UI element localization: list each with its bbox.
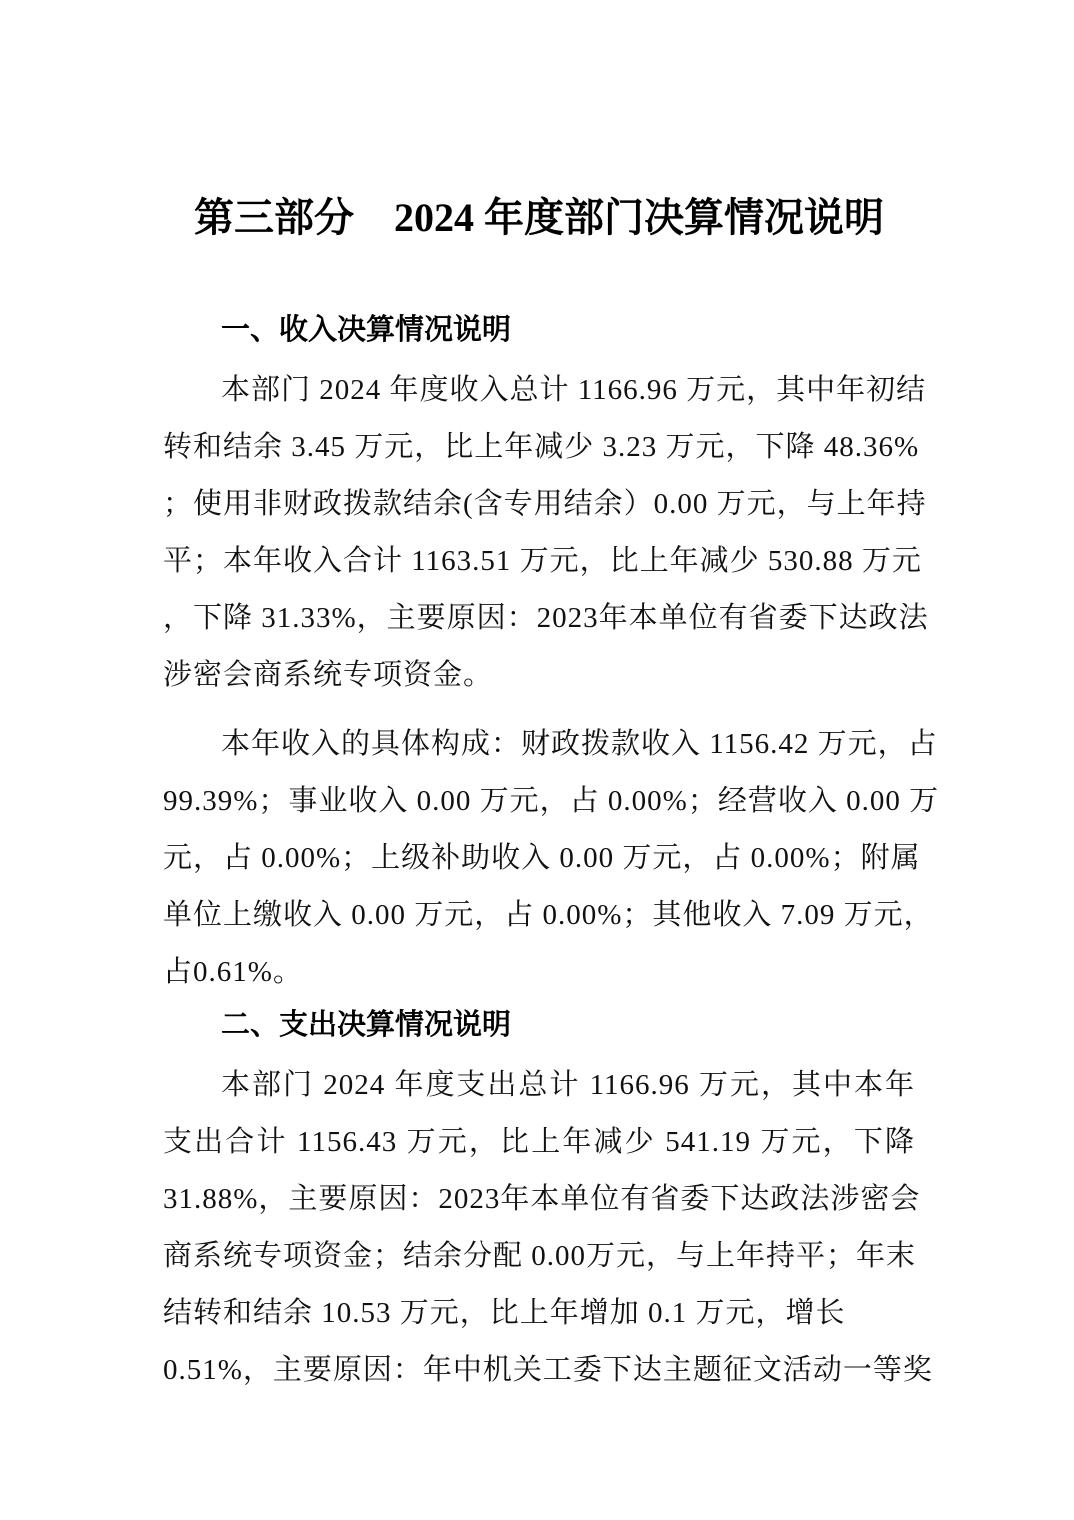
- paragraph-line: 商系统专项资金；结余分配 0.00万元，与上年持平；年末: [163, 1240, 917, 1272]
- document-content: [163, 0, 940, 1399]
- paragraph-line: 支出合计 1156.43 万元，比上年减少 541.19 万元，下降: [163, 1126, 915, 1158]
- paragraph-line: 平；本年收入合计 1163.51 万元，比上年减少 530.88 万元: [163, 545, 922, 577]
- document-title: 第三部分 2024 年度部门决算情况说明: [194, 195, 884, 240]
- section-expenditure-heading: 二、支出决算情况说明: [221, 1009, 512, 1041]
- paragraph-line: 本部门 2024 年度支出总计 1166.96 万元，其中本年: [221, 1069, 915, 1101]
- paragraph-line: 31.88%，主要原因：2023年本单位有省委下达政法涉密会: [163, 1183, 921, 1215]
- paragraph-line: 99.39%；事业收入 0.00 万元，占 0.00%；经营收入 0.00 万: [163, 785, 940, 817]
- expenditure-paragraph-1: [163, 1057, 933, 1399]
- paragraph-line: ，下降 31.33%，主要原因：2023年本单位有省委下达政法: [163, 602, 929, 634]
- section-expenditure: [163, 1001, 933, 1399]
- income-paragraph-2: [163, 716, 940, 1001]
- paragraph-line: 元，占 0.00%；上级补助收入 0.00 万元，占 0.00%；附属: [163, 842, 921, 874]
- paragraph-line: 占0.61%。: [163, 956, 303, 988]
- paragraph-line: ；使用非财政拨款结余(含专用结余）0.00 万元，与上年持: [163, 488, 927, 520]
- paragraph-line: 本部门 2024 年度收入总计 1166.96 万元，其中年初结: [221, 374, 927, 406]
- paragraph-line: 0.51%，主要原因：年中机关工委下达主题征文活动一等奖: [163, 1354, 933, 1386]
- section-income: [163, 306, 940, 1001]
- section-income-heading: 一、收入决算情况说明: [221, 314, 512, 346]
- income-paragraph-1: [163, 362, 929, 704]
- paragraph-line: 结转和结余 10.53 万元，比上年增加 0.1 万元，增长: [163, 1297, 846, 1329]
- paragraph-line: 涉密会商系统专项资金。: [163, 659, 494, 691]
- paragraph-line: 单位上缴收入 0.00 万元，占 0.00%；其他收入 7.09 万元，: [163, 899, 934, 931]
- paragraph-line: 本年收入的具体构成：财政拨款收入 1156.42 万元，占: [221, 728, 938, 760]
- paragraph-line: 转和结余 3.45 万元，比上年减少 3.23 万元，下降 48.36%: [163, 431, 920, 463]
